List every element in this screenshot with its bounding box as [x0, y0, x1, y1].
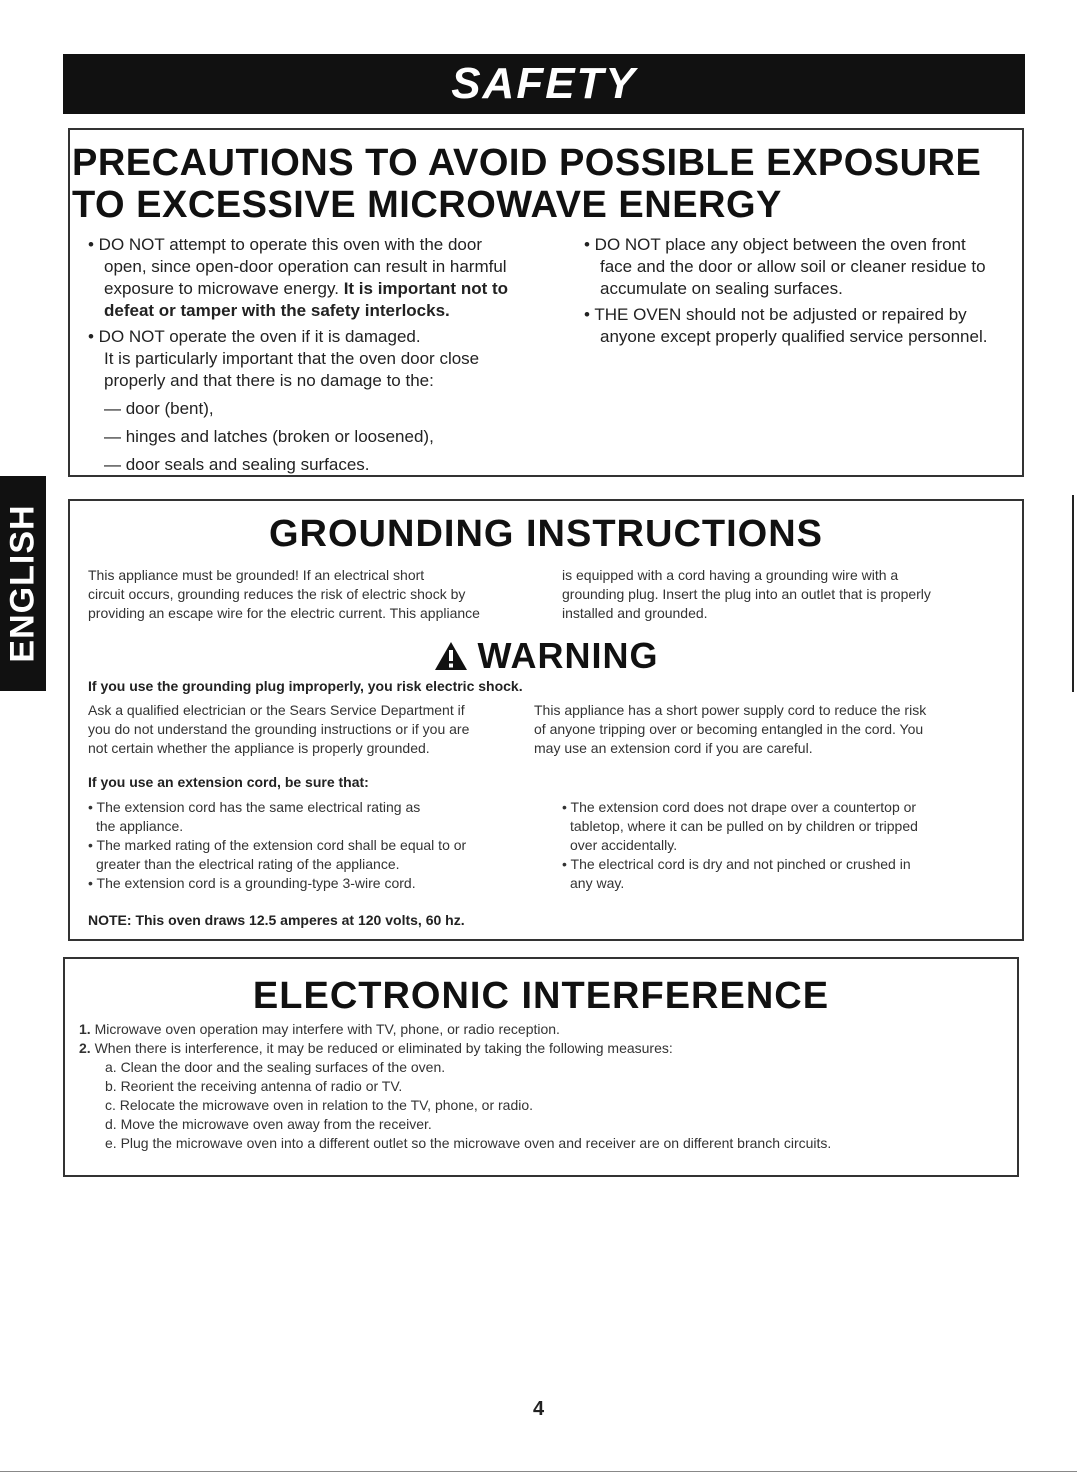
extension-right-line2: tabletop, where it can be pulled on by children or tripped	[570, 818, 918, 834]
warning-left-line2: you do not understand the grounding instructions or if you are	[88, 721, 470, 737]
warning-label: WARNING	[477, 635, 659, 676]
extension-left-line3: • The marked rating of the extension cord shall be equal to or	[88, 837, 467, 853]
precaution-open-door-line3	[88, 278, 538, 300]
interference-title: ELECTRONIC INTERFERENCE	[252, 975, 830, 1017]
page-number: 4	[532, 1398, 545, 1420]
extension-right-line3: over accidentally.	[570, 837, 678, 853]
extension-left-line1: • The extension cord has the same electrical rating as	[88, 799, 421, 815]
precaution-damaged-line2: It is particularly important that the oven door close	[104, 349, 480, 368]
extension-right-line4: • The electrical cord is dry and not pinched or crushed in	[562, 856, 911, 872]
precautions-title	[72, 142, 981, 226]
warning-right-line3: may use an extension cord if you are careful.	[534, 740, 813, 756]
interference-list	[79, 1020, 999, 1153]
interference-item-2-text: When there is interference, it may be reduced or eliminated by taking the following measures:	[94, 1040, 673, 1056]
damage-item-door: — door (bent),	[104, 399, 214, 418]
interference-item-1	[79, 1020, 999, 1039]
grounding-intro-left-line1: This appliance must be grounded! If an electrical short	[88, 567, 425, 583]
precautions-section	[68, 128, 1024, 477]
precaution-object-line2: face and the door or allow soil or cleaner residue to	[600, 257, 986, 276]
precaution-open-door-line2: open, since open-door operation can result in harmful	[104, 257, 507, 276]
grounding-intro-left-line2: circuit occurs, grounding reduces the risk of electric shock by	[88, 586, 466, 602]
warning-header	[70, 635, 1022, 677]
warning-right-line1: This appliance has a short power supply cord to reduce the risk	[534, 702, 927, 718]
precaution-interlock-warning-b: defeat or tamper with the safety interlocks.	[104, 301, 450, 320]
precautions-left-column	[88, 234, 538, 476]
warning-heading: If you use the grounding plug improperly, you risk electric shock.	[88, 678, 523, 694]
extension-right-line1: • The extension cord does not drape over a countertop or	[562, 799, 917, 815]
precautions-right-column	[584, 234, 1014, 348]
measure-c: c. Relocate the microwave oven in relation to the TV, phone, or radio.	[105, 1097, 534, 1113]
grounding-intro-right-line2: grounding plug. Insert the plug into an outlet that is properly	[562, 586, 931, 602]
measure-d: d. Move the microwave oven away from the receiver.	[105, 1116, 432, 1132]
side-divider	[1072, 495, 1074, 692]
precaution-interlock-warning-a: It is important not to	[343, 279, 509, 298]
extension-left-line2: the appliance.	[96, 818, 184, 834]
warning-left	[88, 701, 558, 758]
precaution-open-door-line1: • DO NOT attempt to operate this oven with the door	[88, 235, 482, 254]
grounding-intro-right-line1: is equipped with a cord having a grounding wire with a	[562, 567, 899, 583]
warning-left-line1: Ask a qualified electrician or the Sears Service Department if	[88, 702, 465, 718]
extension-cord-heading: If you use an extension cord, be sure that:	[88, 774, 369, 790]
precaution-damaged-line1: • DO NOT operate the oven if it is damaged.	[88, 327, 421, 346]
language-tab-label: ENGLISH	[3, 504, 42, 663]
grounding-intro-left	[88, 566, 558, 623]
precaution-object-line3: accumulate on sealing surfaces.	[600, 279, 843, 298]
precautions-title-line1: PRECAUTIONS TO AVOID POSSIBLE EXPOSURE	[72, 142, 982, 184]
precaution-repair-line2: anyone except properly qualified service personnel.	[600, 327, 988, 346]
extension-right	[562, 798, 1002, 893]
extension-right-line5: any way.	[570, 875, 625, 891]
grounding-section	[68, 499, 1024, 941]
precaution-object-line1: • DO NOT place any object between the oven front	[584, 235, 966, 254]
damage-item-hinges: — hinges and latches (broken or loosened),	[104, 427, 434, 446]
precaution-damaged-line3: properly and that there is no damage to the:	[104, 371, 434, 390]
measure-e: e. Plug the microwave oven into a different outlet so the microwave oven and receiver are on different branch circuits.	[105, 1135, 832, 1151]
measure-a: a. Clean the door and the sealing surfaces of the oven.	[105, 1059, 446, 1075]
banner-title: SAFETY	[451, 59, 637, 108]
grounding-intro-right-line3: installed and grounded.	[562, 605, 708, 621]
language-tab	[0, 476, 46, 691]
damage-item-seals: — door seals and sealing surfaces.	[104, 455, 370, 474]
grounding-intro-left-line3: providing an escape wire for the electric current. This appliance	[88, 605, 480, 621]
extension-left-line4: greater than the electrical rating of the appliance.	[96, 856, 400, 872]
safety-banner	[63, 54, 1025, 114]
amperage-note: NOTE: This oven draws 12.5 amperes at 120 volts, 60 hz.	[88, 912, 465, 928]
interference-section	[63, 957, 1019, 1177]
precaution-repair-line1: • THE OVEN should not be adjusted or repaired by	[584, 305, 967, 324]
extension-left	[88, 798, 528, 893]
interference-item-2-number: 2.	[79, 1040, 91, 1056]
warning-triangle-icon	[434, 641, 468, 671]
warning-right	[534, 701, 1004, 758]
interference-item-2	[79, 1039, 999, 1058]
interference-item-1-text: Microwave oven operation may interfere with TV, phone, or radio reception.	[94, 1021, 560, 1037]
measure-b: b. Reorient the receiving antenna of radio or TV.	[105, 1078, 403, 1094]
grounding-intro-right	[562, 566, 1002, 623]
precaution-open-door-text: exposure to microwave energy.	[104, 279, 339, 298]
precautions-title-line2: TO EXCESSIVE MICROWAVE ENERGY	[72, 184, 782, 226]
bottom-rule	[0, 1471, 1077, 1472]
interference-item-1-number: 1.	[79, 1021, 91, 1037]
warning-left-line3: not certain whether the appliance is properly grounded.	[88, 740, 430, 756]
extension-left-line5: • The extension cord is a grounding-type 3-wire cord.	[88, 875, 416, 891]
warning-right-line2: of anyone tripping over or becoming entangled in the cord. You	[534, 721, 924, 737]
grounding-title: GROUNDING INSTRUCTIONS	[269, 513, 823, 555]
